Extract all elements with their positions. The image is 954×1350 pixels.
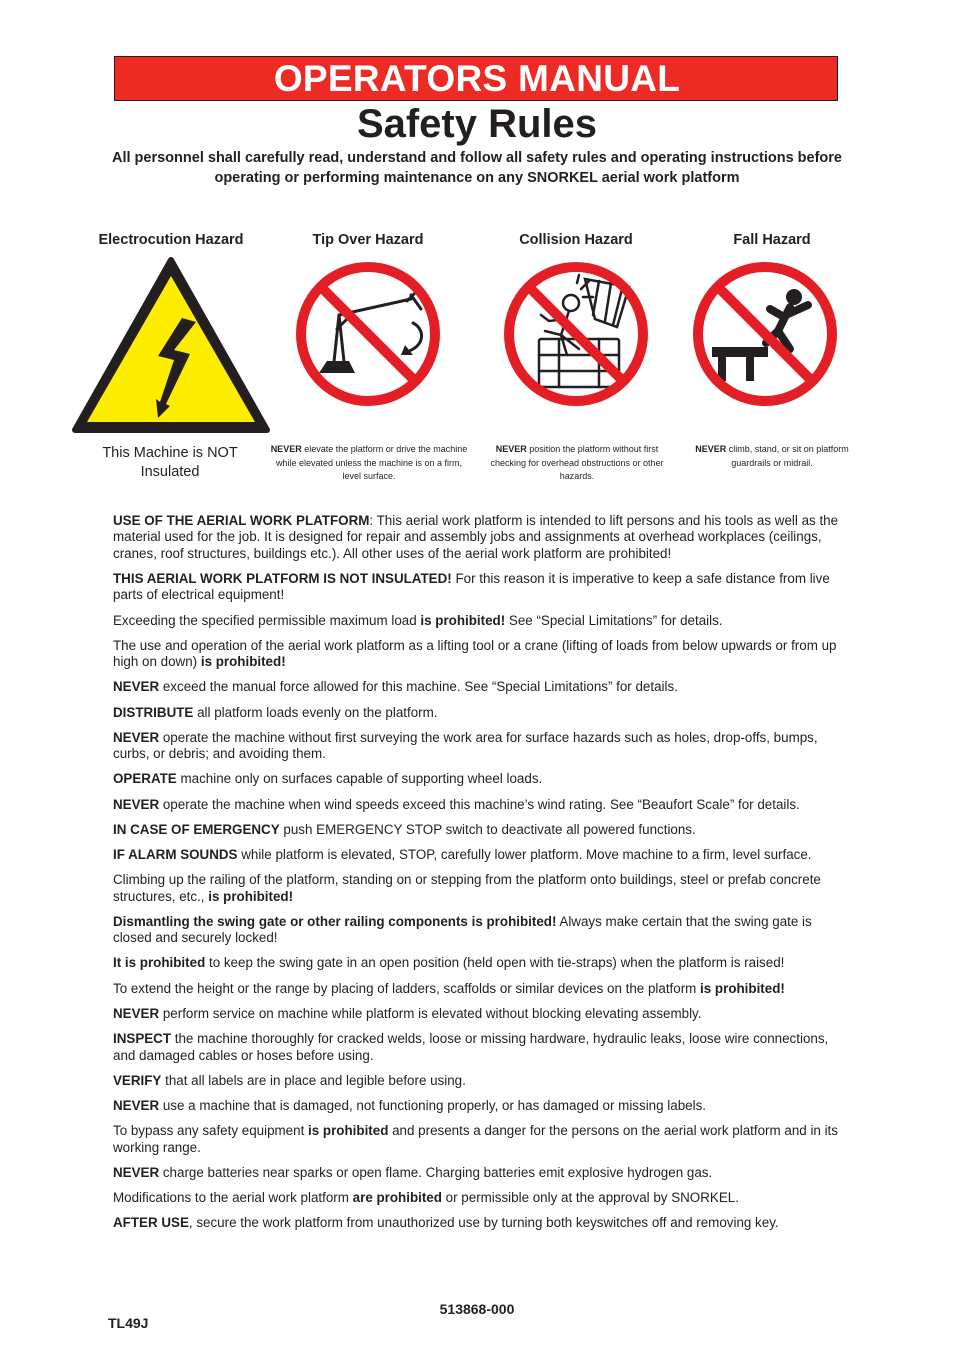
note-text: elevate the platform or drive the machine while elevated unless the machine is on a firm, level surface.: [275, 444, 468, 481]
rule-text: use a machine that is damaged, not functioning properly, or has damaged or missing labels.: [159, 1097, 706, 1113]
rule-text: To extend the height or the range by placing of ladders, scaffolds or similar devices on the platform: [113, 980, 701, 996]
rule-text: that all labels are in place and legible before using.: [161, 1072, 466, 1088]
rule-text: push EMERGENCY STOP switch to deactivate all powered functions.: [279, 821, 696, 837]
hazard-note: [488, 443, 666, 484]
rule-emphasis: is prohibited!: [208, 888, 294, 904]
rule-text: operate the machine without first surveying the work area for surface hazards such as holes, drop-offs, bumps, curbs, or debris; and avoiding them.: [113, 729, 818, 762]
rule-text: To bypass any safety equipment: [113, 1123, 309, 1139]
rule-text: Exceeding the specified permissible maximum load: [113, 612, 421, 628]
manual-banner: [114, 56, 838, 101]
safety-rule: [113, 1215, 841, 1231]
rule-emphasis: USE OF THE AERIAL WORK PLATFORM: [113, 513, 370, 528]
rule-text: all platform loads evenly on the platform.: [193, 704, 438, 720]
safety-rule: [113, 1123, 841, 1156]
rule-emphasis: IF ALARM SOUNDS: [113, 847, 238, 863]
rule-text: operate the machine when wind speeds exceed this machine’s wind rating. See “Beaufort Scale” for details.: [159, 796, 800, 812]
rule-text: See “Special Limitations” for details.: [505, 612, 723, 628]
rule-emphasis: INSPECT: [113, 1031, 172, 1047]
safety-rule: [113, 571, 841, 604]
rule-text: charge batteries near sparks or open flame. Charging batteries emit explosive hydrogen gas.: [159, 1164, 713, 1180]
safety-rule: [113, 955, 841, 971]
safety-rule: [113, 822, 841, 838]
safety-rule: [113, 1098, 841, 1114]
rule-text: machine only on surfaces capable of supporting wheel loads.: [176, 771, 543, 787]
note-text: climb, stand, or sit on platform guardrails or midrail.: [726, 444, 849, 468]
rule-text: The use and operation of the aerial work platform as a lifting tool or a crane (lifting of loads from below upwards or from up high on down): [113, 637, 837, 670]
safety-rule: [113, 513, 841, 562]
rule-emphasis: NEVER: [113, 679, 160, 695]
no-tip-over-icon: [293, 259, 443, 409]
note-emphasis: NEVER: [270, 444, 302, 454]
rule-emphasis: Dismantling the swing gate or other railing components is prohibited!: [113, 913, 557, 929]
rule-emphasis: is prohibited!: [700, 980, 785, 996]
safety-rule: [113, 730, 841, 763]
rule-emphasis: is prohibited: [308, 1123, 389, 1139]
rule-emphasis: NEVER: [113, 796, 160, 812]
rule-text: the machine thoroughly for cracked welds, loose or missing hardware, hydraulic leaks, loose wire connections, and damaged cables or hoses before using.: [113, 1031, 829, 1063]
hazard-note: [680, 443, 864, 470]
rule-text: , secure the work platform from unauthorized use by turning both keyswitches off and removing key.: [188, 1215, 779, 1231]
intro-text: All personnel shall carefully read, understand and follow all safety rules and operating instructions before operating or performing maintenance on any SNORKEL aerial work platform: [112, 150, 842, 186]
hazard-collision: [471, 230, 681, 250]
safety-rule: [113, 1165, 841, 1181]
safety-rule: [113, 797, 841, 813]
rule-text: Modifications to the aerial work platform: [113, 1189, 353, 1205]
rule-emphasis: IN CASE OF EMERGENCY: [113, 821, 280, 837]
rule-emphasis: VERIFY: [113, 1072, 162, 1088]
hazard-title: Fall Hazard: [733, 232, 811, 248]
safety-rule: [113, 914, 841, 947]
rule-text: while platform is elevated, STOP, carefully lower platform. Move machine to a firm, level surface.: [237, 847, 812, 863]
safety-rule: [113, 1190, 841, 1206]
rule-emphasis: is prohibited!: [420, 612, 506, 628]
safety-rule: [113, 1073, 841, 1089]
rule-emphasis: are prohibited: [352, 1189, 442, 1205]
safety-rule: [113, 981, 841, 997]
rule-text: exceed the manual force allowed for this machine. See “Special Limitations” for details.: [159, 679, 678, 695]
rule-emphasis: It is prohibited: [113, 955, 206, 971]
safety-rules-list: [113, 513, 841, 1240]
safety-rule: [113, 1006, 841, 1022]
safety-rule: [113, 638, 841, 671]
safety-rule: [113, 872, 841, 905]
rule-emphasis: NEVER: [113, 1005, 160, 1021]
safety-rule: [113, 679, 841, 695]
hazard-title: Electrocution Hazard: [98, 232, 244, 248]
safety-rule: [113, 705, 841, 721]
rule-text: Always make certain that the swing gate is closed and securely locked!: [113, 913, 812, 946]
banner-title: OPERATORS MANUAL: [273, 58, 681, 99]
page-title: Safety Rules: [356, 102, 598, 146]
hazard-title: Tip Over Hazard: [312, 232, 424, 248]
rule-emphasis: NEVER: [113, 729, 160, 745]
note-emphasis: NEVER: [695, 444, 727, 454]
hazard-note: [270, 443, 468, 484]
rule-text: or permissible only at the approval by SNORKEL.: [441, 1189, 739, 1205]
rule-text: to keep the swing gate in an open position (held open with tie-straps) when the platform is raised!: [205, 955, 785, 971]
rule-emphasis: NEVER: [113, 1097, 160, 1113]
rule-text: and presents a danger for the persons on the aerial work platform and in its working range.: [113, 1123, 838, 1155]
hazard-fall: [667, 230, 877, 250]
rule-emphasis: NEVER: [113, 1164, 160, 1180]
safety-rule: [113, 847, 841, 863]
no-collision-icon: [501, 259, 651, 409]
note-text: position the platform without first checking for overhead obstructions or other hazards.: [490, 444, 664, 481]
part-number: 513868-000: [439, 1301, 515, 1317]
high-voltage-warning-icon: [70, 256, 272, 436]
safety-rule: [113, 1031, 841, 1064]
hazard-title: Collision Hazard: [519, 232, 633, 248]
rule-text: Climbing up the railing of the platform, standing on or stepping from the platform onto buildings, steel or prefab concrete structures, etc.,: [113, 872, 821, 904]
hazard-note: This Machine is NOT Insulated: [102, 445, 238, 480]
safety-rule: [113, 771, 841, 787]
rule-emphasis: AFTER USE: [113, 1215, 189, 1231]
label-id: TL49J: [108, 1315, 149, 1331]
rule-text: : This aerial work platform is intended to lift persons and his tools as well as the material used for the job. It is designed for repair and assembly jobs and assignments at overhead workplaces (ceilings, cranes, roof structures, buildings etc.). All other uses of the aerial work platform are prohibited!: [113, 513, 839, 561]
rule-text: perform service on machine while platform is elevated without blocking elevating assembly.: [159, 1005, 702, 1021]
rule-emphasis: is prohibited!: [200, 654, 286, 670]
hazard-electrocution: [66, 230, 276, 250]
hazard-tip-over: [263, 230, 473, 250]
rule-text: For this reason it is imperative to keep a safe distance from live parts of electrical equipment!: [113, 571, 830, 603]
no-climbing-icon: [690, 259, 840, 409]
rule-emphasis: DISTRIBUTE: [113, 704, 194, 720]
safety-rule: [113, 613, 841, 629]
rule-emphasis: THIS AERIAL WORK PLATFORM IS NOT INSULATED!: [113, 571, 452, 587]
note-emphasis: NEVER: [495, 444, 527, 454]
rule-emphasis: OPERATE: [113, 771, 177, 787]
